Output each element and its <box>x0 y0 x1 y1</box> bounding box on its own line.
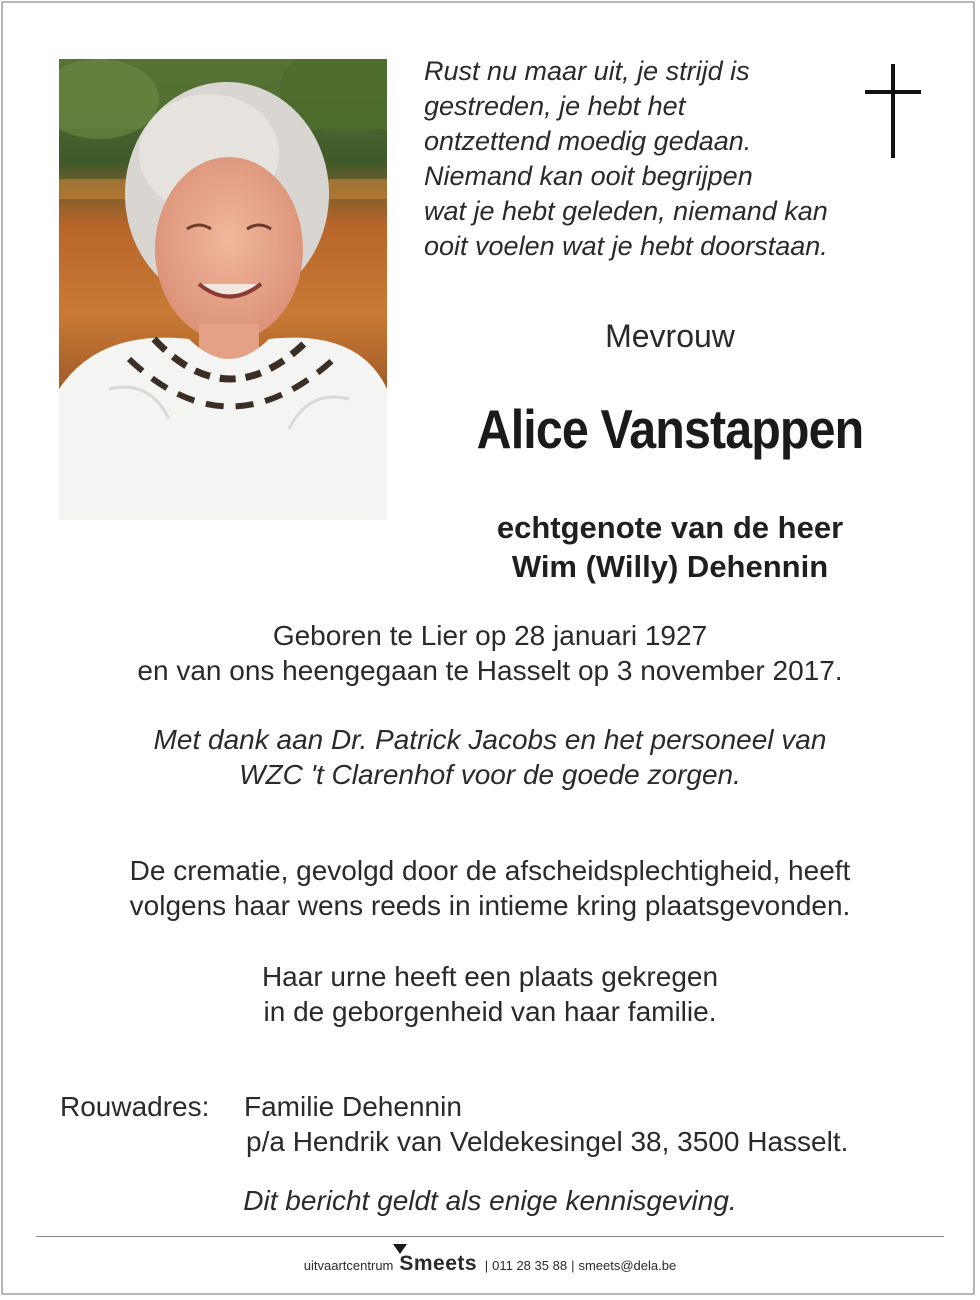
poem-line: wat je hebt geleden, niemand kan <box>424 196 828 226</box>
poem-line: ontzettend moedig gedaan. <box>424 126 752 156</box>
footer-divider <box>36 1236 944 1237</box>
honorific-title: Mevrouw <box>605 318 735 354</box>
poem-line: ooit voelen wat je hebt doorstaan. <box>424 231 828 261</box>
death-line: en van ons heengegaan te Hasselt op 3 november 2017. <box>137 655 843 686</box>
footer-email: smeets@dela.be <box>578 1258 677 1273</box>
poem-line: Niemand kan ooit begrijpen <box>424 161 753 191</box>
urn-line-1: Haar urne heeft een plaats gekregen <box>261 961 719 992</box>
poem-line: Rust nu maar uit, je strijd is <box>424 56 750 86</box>
footer-phone: 011 28 35 88 <box>492 1258 568 1273</box>
birth-death-dates <box>40 618 940 688</box>
cremation-message <box>40 853 940 923</box>
thanks-line-2: WZC 't Clarenhof voor de goede zorgen. <box>239 759 741 790</box>
address-line-1: Familie Dehennin <box>244 1091 462 1122</box>
thanks-message <box>40 722 940 792</box>
spouse-info <box>420 508 920 586</box>
portrait-photo <box>59 59 387 520</box>
cross-icon <box>864 64 922 165</box>
birth-line: Geboren te Lier op 28 januari 1927 <box>272 620 708 651</box>
thanks-line-1: Met dank aan Dr. Patrick Jacobs en het personeel van <box>153 724 827 755</box>
spouse-line-1: echtgenote van de heer <box>496 510 844 545</box>
footer-brand: Smeets <box>399 1252 478 1275</box>
deceased-name: Alice Vanstappen <box>476 398 864 460</box>
funeral-home-footer <box>0 1252 980 1276</box>
notice-text: Dit bericht geldt als enige kennisgeving. <box>243 1185 737 1216</box>
cremation-line-2: volgens haar wens reeds in intieme kring plaatsgevonden. <box>129 890 851 921</box>
address-line-2: p/a Hendrik van Veldekesingel 38, 3500 Hasselt. <box>246 1126 849 1157</box>
poem-line: gestreden, je hebt het <box>424 91 686 121</box>
footer-separator: | <box>571 1258 575 1273</box>
urn-line-2: in de geborgenheid van haar familie. <box>263 996 717 1027</box>
address-label: Rouwadres: <box>60 1091 210 1122</box>
spouse-line-2: Wim (Willy) Dehennin <box>511 549 829 584</box>
poem <box>424 54 914 264</box>
footer-prefix: uitvaartcentrum <box>303 1258 394 1273</box>
urn-message <box>40 959 940 1029</box>
cremation-line-1: De crematie, gevolgd door de afscheidsplechtigheid, heeft <box>129 855 851 886</box>
footer-separator: | <box>484 1258 489 1273</box>
